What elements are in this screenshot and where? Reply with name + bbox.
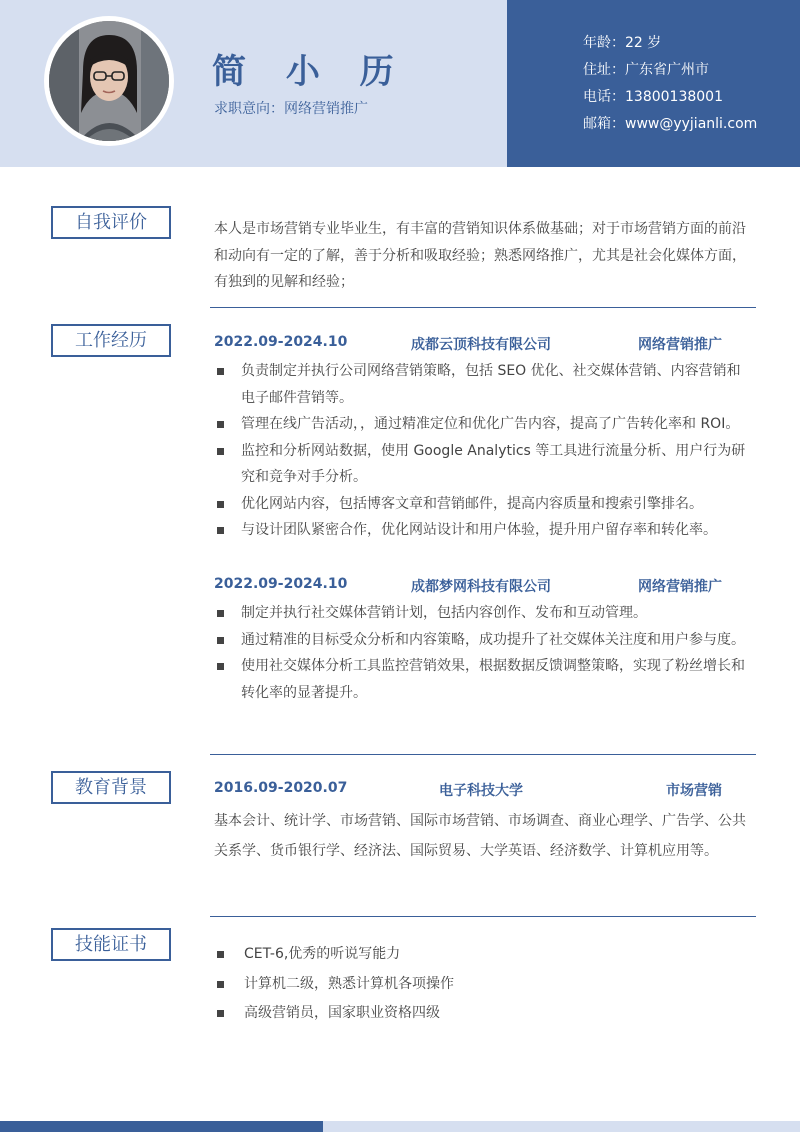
avatar <box>44 16 174 146</box>
bullet-square-icon <box>217 368 224 375</box>
bullet-square-icon <box>217 1010 224 1017</box>
job-role: 网络营销推广 <box>638 579 722 595</box>
section-divider <box>210 307 756 308</box>
list-item: 计算机二级，熟悉计算机各项操作 <box>214 970 754 1000</box>
job-period: 2022.09-2024.10 <box>214 334 348 350</box>
self-evaluation-text: 本人是市场营销专业毕业生，有丰富的营销知识体系做基础；对于市场营销方面的前沿和动向有一定的了解，善于分析和吸取经验；熟悉网络推广，尤其是社会化媒体方面，有独到的见解和经验； <box>214 221 746 290</box>
skills-list <box>214 940 754 1029</box>
section-divider <box>210 754 756 755</box>
bullet-square-icon <box>217 663 224 670</box>
section-title-work: 工作经历 <box>51 324 171 357</box>
job-company: 成都云顶科技有限公司 <box>411 337 551 353</box>
bullet-square-icon <box>217 421 224 428</box>
section-title-skills: 技能证书 <box>51 928 171 961</box>
contact-email: 邮箱：www@yyjianli.com <box>583 116 758 132</box>
job-header <box>214 576 722 596</box>
list-item: 与设计团队紧密合作，优化网站设计和用户体验，提升用户留存率和转化率。 <box>214 517 754 544</box>
avatar-image <box>49 21 169 141</box>
contact-address: 住址：广东省广州市 <box>583 62 709 78</box>
job-intention: 求职意向：网络营销推广 <box>214 101 368 117</box>
bullet-square-icon <box>217 637 224 644</box>
education-school: 电子科技大学 <box>439 783 523 799</box>
list-item: 通过精准的目标受众分析和内容策略，成功提升了社交媒体关注度和用户参与度。 <box>214 627 754 654</box>
education-major: 市场营销 <box>666 783 722 799</box>
bullet-square-icon <box>217 951 224 958</box>
job-duties-list <box>214 358 754 544</box>
resume-header <box>0 0 800 167</box>
bullet-square-icon <box>217 501 224 508</box>
job-period: 2022.09-2024.10 <box>214 576 348 592</box>
list-item: 管理在线广告活动，，通过精准定位和优化广告内容，提高了广告转化率和 ROI。 <box>214 411 754 438</box>
section-title-education: 教育背景 <box>51 771 171 804</box>
job-duties-list <box>214 600 754 706</box>
education-header <box>214 780 722 800</box>
job-role: 网络营销推广 <box>638 337 722 353</box>
contact-phone: 电话：13800138001 <box>583 89 723 105</box>
list-item: 优化网站内容，包括博客文章和营销邮件，提高内容质量和搜索引擎排名。 <box>214 491 754 518</box>
bullet-square-icon <box>217 610 224 617</box>
list-item: 高级营销员，国家职业资格四级 <box>214 999 754 1029</box>
bullet-square-icon <box>217 527 224 534</box>
list-item: 制定并执行社交媒体营销计划，包括内容创作、发布和互动管理。 <box>214 600 754 627</box>
bullet-square-icon <box>217 981 224 988</box>
list-item: CET-6,优秀的听说写能力 <box>214 940 754 970</box>
job-header <box>214 334 722 354</box>
contact-age: 年龄：22 岁 <box>583 35 662 51</box>
candidate-name: 简 小 历 <box>212 52 408 92</box>
list-item: 监控和分析网站数据，使用 Google Analytics 等工具进行流量分析、用户行为研究和竞争对手分析。 <box>214 438 754 491</box>
job-company: 成都梦网科技有限公司 <box>411 579 551 595</box>
education-period: 2016.09-2020.07 <box>214 780 348 796</box>
header-right-panel <box>507 0 800 167</box>
section-title-self-evaluation: 自我评价 <box>51 206 171 239</box>
education-courses: 基本会计、统计学、市场营销、国际市场营销、市场调查、商业心理学、广告学、公共关系学、货币银行学、经济法、国际贸易、大学英语、经济数学、计算机应用等。 <box>214 813 746 859</box>
section-divider <box>210 916 756 917</box>
list-item: 负责制定并执行公司网络营销策略，包括 SEO 优化、社交媒体营销、内容营销和电子邮件营销等。 <box>214 358 754 411</box>
bullet-square-icon <box>217 448 224 455</box>
list-item: 使用社交媒体分析工具监控营销效果，根据数据反馈调整策略，实现了粉丝增长和转化率的显著提升。 <box>214 653 754 706</box>
footer-bar-light <box>323 1121 800 1132</box>
footer-bar-dark <box>0 1121 323 1132</box>
